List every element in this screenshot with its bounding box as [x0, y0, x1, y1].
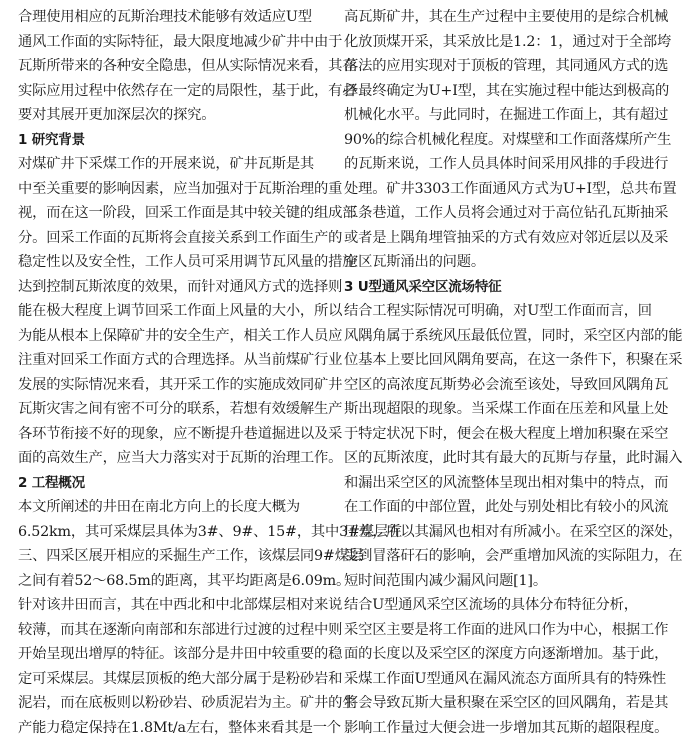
text-line: 分。回采工作面的瓦斯将会直接关系到工作面生产的 — [18, 226, 315, 251]
section-heading: 1 研究背景 — [18, 128, 315, 153]
section-heading: 2 工程概况 — [18, 471, 315, 496]
text-line: 通风工作面的实际特征，最大限度地减少矿井中由于 — [18, 30, 315, 55]
text-line: 6.52km，其可采煤层具体为3#、9#、15#，其中3#煤层在 — [18, 520, 315, 545]
text-line: 落法的应用实现对于顶板的管理，其同通风方式的选 — [344, 54, 641, 79]
text-line: 泥岩，而在底板则以粉砂岩、砂质泥岩为主。矿井的生 — [18, 691, 315, 716]
text-line: 结合工程实际情况可明确，对U型工作面而言，回 — [344, 299, 641, 324]
text-line: 采空区主要是将工作面的进风口作为中心，根据工作 — [344, 618, 641, 643]
text-line: 发展的实际情况来看，其开采工作的实施成效同矿井 — [18, 373, 315, 398]
text-line: 位基本上要比回风隅角要高，在这一条件下，积聚在采 — [344, 348, 641, 373]
text-line: 面的长度以及采空区的深度方向逐渐增加。基于此， — [344, 642, 641, 667]
text-line: 机械化水平。与此同时，在掘进工作面上，其有超过 — [344, 103, 641, 128]
text-line: 面的高效生产，应当大力落实对于瓦斯的治理工作。 — [18, 446, 315, 471]
text-line: 各环节衔接不好的现象，应不断提升巷道掘进以及采 — [18, 422, 315, 447]
text-line: 和漏出采空区的风流整体呈现出相对集中的特点，而 — [344, 471, 641, 496]
text-line: 处理。矿井3303工作面通风方式为U+I型，总共布置 — [344, 177, 641, 202]
text-line: 产能力稳定保持在1.8Mt/a左右，整体来看其是一个 — [18, 716, 315, 740]
text-line: 受到冒落矸石的影响，会严重增加风流的实际阻力，在 — [344, 544, 641, 569]
text-line: 斯出现超限的现象。当采煤工作面在压差和风量上处 — [344, 397, 641, 422]
text-line: 或者是上隅角埋管抽采的方式有效应对邻近层以及采 — [344, 226, 641, 251]
text-line: 空区的高浓度瓦斯势必会流至该处，导致回风隅角瓦 — [344, 373, 641, 398]
text-line: 本文所阐述的井田在南北方向上的长度大概为 — [18, 495, 315, 520]
text-line: 能在极大程度上调节回采工作面上风量的大小，所以 — [18, 299, 315, 324]
text-line: 风隅角属于系统风压最低位置，同时，采空区内部的能 — [344, 324, 641, 349]
text-line: 开始呈现出增厚的特征。该部分是井田中较重要的稳 — [18, 642, 315, 667]
text-line: 压差，所以其漏风也相对有所减小。在采空区的深处， — [344, 520, 641, 545]
text-line: 定可采煤层。其煤层顶板的绝大部分属于是粉砂岩和 — [18, 667, 315, 692]
text-line: 稳定性以及安全性，工作人员可采用调节瓦风量的措施 — [18, 250, 315, 275]
text-line: 达到控制瓦斯浓度的效果，而针对通风方式的选择则 — [18, 275, 315, 300]
text-line: 三、四采区展开相应的采掘生产工作，该煤层同9#煤层 — [18, 544, 315, 569]
text-line: 之间有着52～68.5m的距离，其平均距离是6.09m。 — [18, 569, 315, 594]
text-line: 于特定状况下时，便会在极大程度上增加积聚在采空 — [344, 422, 641, 447]
text-line: 影响工作量过大便会进一步增加其瓦斯的超限程度。 — [344, 716, 641, 740]
section-heading: 3 U型通风采空区流场特征 — [344, 275, 641, 300]
text-line: 将会导致瓦斯大量积聚在采空区的回风隅角，若是其 — [344, 691, 641, 716]
text-line: 短时间范围内减少漏风问题[1]。 — [344, 569, 641, 594]
text-line: 较薄，而其在逐渐向南部和东部进行过渡的过程中则 — [18, 618, 315, 643]
text-line: 的瓦斯来说，工作人员具体时间采用风排的手段进行 — [344, 152, 641, 177]
text-line: 空区瓦斯涌出的问题。 — [344, 250, 641, 275]
text-line: 90%的综合机械化程度。对煤壁和工作面落煤所产生 — [344, 128, 641, 153]
text-line: 中至关重要的影响因素，应当加强对于瓦斯治理的重 — [18, 177, 315, 202]
text-line: 瓦斯所带来的各种安全隐患，但从实际情况来看，其在 — [18, 54, 315, 79]
text-line: 区的瓦斯浓度，此时其有最大的瓦斯与存量，此时漏入 — [344, 446, 641, 471]
text-line: 高瓦斯矿井，其在生产过程中主要使用的是综合机械 — [344, 5, 641, 30]
text-line: 要对其展开更加深层次的探究。 — [18, 103, 315, 128]
text-line: 注重对回采工作面方式的合理选择。从当前煤矿行业 — [18, 348, 315, 373]
text-line: 采煤工作面U型通风在漏风流态方面所具有的特殊性 — [344, 667, 641, 692]
text-line: 合理使用相应的瓦斯治理技术能够有效适应U型 — [18, 5, 315, 30]
text-line: 三条巷道，工作人员将会通过对于高位钻孔瓦斯抽采 — [344, 201, 641, 226]
text-line: 择最终确定为U+I型，其在实施过程中能达到极高的 — [344, 79, 641, 104]
text-line: 针对该井田而言，其在中西北和中北部煤层相对来说 — [18, 593, 315, 618]
text-line: 视，而在这一阶段，回采工作面是其中较关键的组成部 — [18, 201, 315, 226]
right-column — [344, 5, 641, 740]
left-column — [18, 5, 315, 740]
text-line: 在工作面的中部位置，此处与别处相比有较小的风流 — [344, 495, 641, 520]
text-line: 为能从根本上保障矿井的安全生产，相关工作人员应 — [18, 324, 315, 349]
text-line: 对煤矿井下采煤工作的开展来说，矿井瓦斯是其 — [18, 152, 315, 177]
text-line: 结合U型通风采空区流场的具体分布特征分析， — [344, 593, 641, 618]
text-line: 化放顶煤开采，其采放比是1.2：1，通过对于全部垮 — [344, 30, 641, 55]
text-line: 实际应用过程中依然存在一定的局限性，基于此，有必 — [18, 79, 315, 104]
text-line: 瓦斯灾害之间有密不可分的联系，若想有效缓解生产 — [18, 397, 315, 422]
